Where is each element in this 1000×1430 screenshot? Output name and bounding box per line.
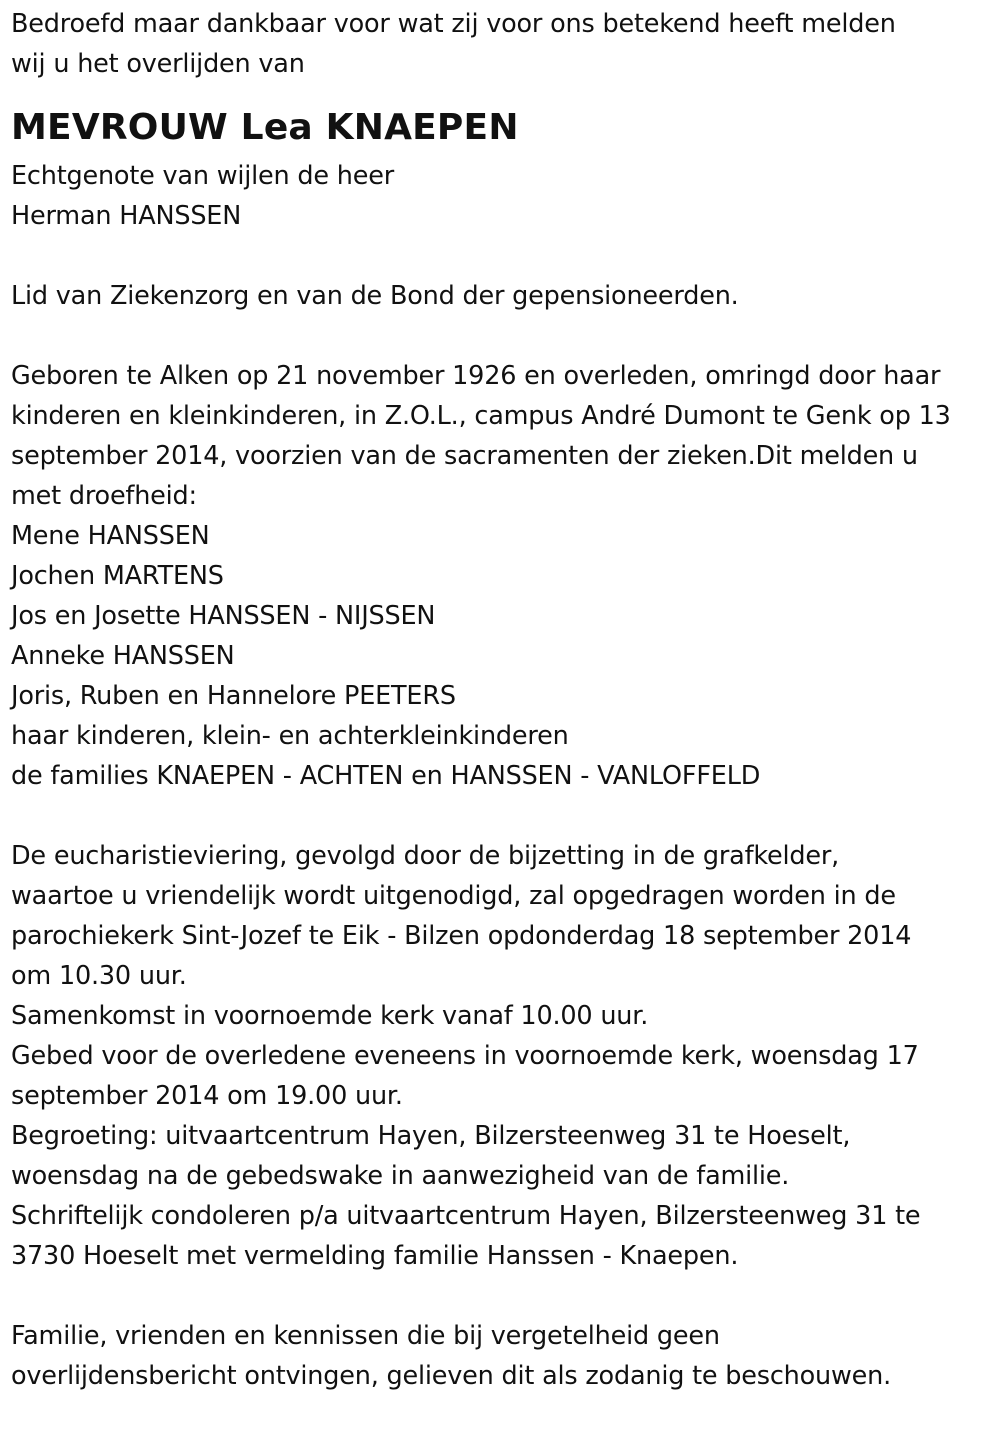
birth-death-line-3: september 2014, voorzien van de sacramenten der zieken.Dit melden u [11, 441, 918, 471]
closing-line-2: overlijdensbericht ontvingen, gelieven dit als zodanig te beschouwen. [11, 1361, 892, 1391]
mourner-line: Jos en Josette HANSSEN - NIJSSEN [11, 601, 436, 631]
birth-death-line-1: Geboren te Alken op 21 november 1926 en overleden, omringd door haar [11, 361, 941, 391]
mourner-line: Jochen MARTENS [11, 561, 224, 591]
ceremony-line: Schriftelijk condoleren p/a uitvaartcentrum Hayen, Bilzersteenweg 31 te [11, 1201, 921, 1231]
ceremony-line: Begroeting: uitvaartcentrum Hayen, Bilzersteenweg 31 te Hoeselt, [11, 1121, 851, 1151]
ceremony-line: september 2014 om 19.00 uur. [11, 1081, 403, 1111]
spouse-line-1: Echtgenote van wijlen de heer [11, 161, 394, 191]
ceremony-line: parochiekerk Sint-Jozef te Eik - Bilzen opdonderdag 18 september 2014 [11, 921, 912, 951]
mourner-line: de families KNAEPEN - ACHTEN en HANSSEN - VANLOFFELD [11, 761, 761, 791]
ceremony-line: Samenkomst in voornoemde kerk vanaf 10.00 uur. [11, 1001, 649, 1031]
ceremony-line: waartoe u vriendelijk wordt uitgenodigd, zal opgedragen worden in de [11, 881, 896, 911]
birth-death-line-4: met droefheid: [11, 481, 197, 511]
ceremony-line: woensdag na de gebedswake in aanwezigheid van de familie. [11, 1161, 790, 1191]
mourner-line: Joris, Ruben en Hannelore PEETERS [11, 681, 456, 711]
mourner-line: Mene HANSSEN [11, 521, 210, 551]
mourner-line: Anneke HANSSEN [11, 641, 235, 671]
spacer [11, 796, 990, 836]
ceremony-line: De eucharistieviering, gevolgd door de bijzetting in de grafkelder, [11, 841, 840, 871]
spacer [11, 236, 990, 276]
deceased-name: MEVROUW Lea KNAEPEN [11, 107, 519, 148]
spouse-line-2: Herman HANSSEN [11, 201, 242, 231]
spacer [11, 316, 990, 356]
ceremony-line: 3730 Hoeselt met vermelding familie Hanssen - Knaepen. [11, 1241, 739, 1271]
ceremony-line: Gebed voor de overledene eveneens in voornoemde kerk, woensdag 17 [11, 1041, 919, 1071]
intro-line-1: Bedroefd maar dankbaar voor wat zij voor ons betekend heeft melden [11, 9, 896, 39]
membership-text: Lid van Ziekenzorg en van de Bond der gepensioneerden. [11, 281, 739, 311]
ceremony-line: om 10.30 uur. [11, 961, 187, 991]
birth-death-line-2: kinderen en kleinkinderen, in Z.O.L., campus André Dumont te Genk op 13 [11, 401, 951, 431]
intro-line-2: wij u het overlijden van [11, 49, 305, 79]
mourner-line: haar kinderen, klein- en achterkleinkinderen [11, 721, 569, 751]
closing-line-1: Familie, vrienden en kennissen die bij vergetelheid geen [11, 1321, 720, 1351]
spacer [11, 1276, 990, 1316]
